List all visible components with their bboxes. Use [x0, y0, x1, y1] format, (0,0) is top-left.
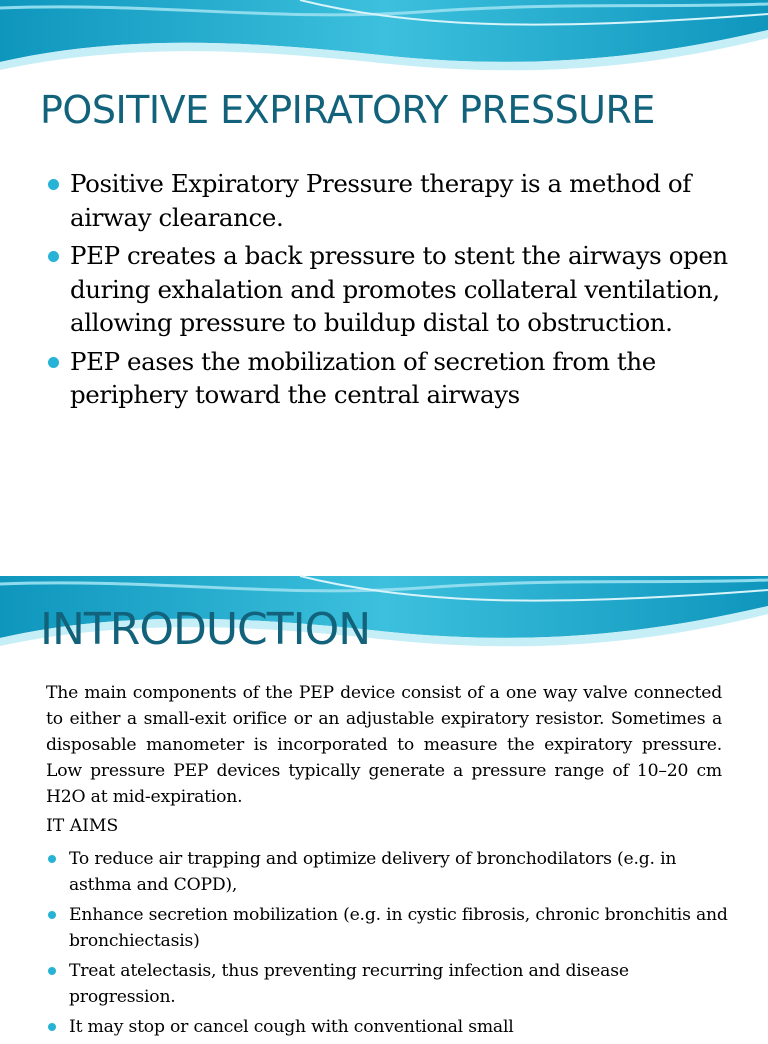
bullet-icon	[48, 967, 56, 975]
bullet-icon	[48, 179, 59, 190]
list-item: It may stop or cancel cough with conventional small	[48, 1014, 728, 1040]
list-item: To reduce air trapping and optimize delivery of bronchodilators (e.g. in asthma and COPD),	[48, 846, 728, 898]
bullet-icon	[48, 251, 59, 262]
list-item: Positive Expiratory Pressure therapy is a method of airway clearance.	[48, 167, 738, 234]
bullet-icon	[48, 1023, 56, 1031]
bullet-list	[48, 167, 738, 417]
bullet-icon	[48, 855, 56, 863]
aims-heading: IT AIMS	[46, 816, 119, 836]
slide-title: INTRODUCTION	[40, 604, 371, 655]
list-item: Treat atelectasis, thus preventing recurring infection and disease progression.	[48, 958, 728, 1010]
bullet-icon	[48, 911, 56, 919]
list-item: Enhance secretion mobilization (e.g. in cystic fibrosis, chronic bronchitis and bronchiectasis)	[48, 902, 728, 954]
header-wave-decoration	[0, 0, 768, 80]
list-item: PEP creates a back pressure to stent the airways open during exhalation and promotes collateral ventilation, allowing pressure to buildup distal to obstruction.	[48, 239, 738, 340]
intro-paragraph: The main components of the PEP device consist of a one way valve connected to either a small-exit orifice or an adjustable expiratory resistor. Sometimes a disposable manometer is incorporated to measure the expiratory pressure. Low pressure PEP devices typically generate a pressure range of 10–20 cm H2O at mid-expiration.	[46, 683, 722, 807]
bullet-icon	[48, 357, 59, 368]
slide-title: POSITIVE EXPIRATORY PRESSURE	[40, 88, 655, 132]
slide-introduction	[0, 576, 768, 1037]
list-item: PEP eases the mobilization of secretion from the periphery toward the central airways	[48, 345, 738, 412]
aims-list	[48, 846, 728, 1044]
